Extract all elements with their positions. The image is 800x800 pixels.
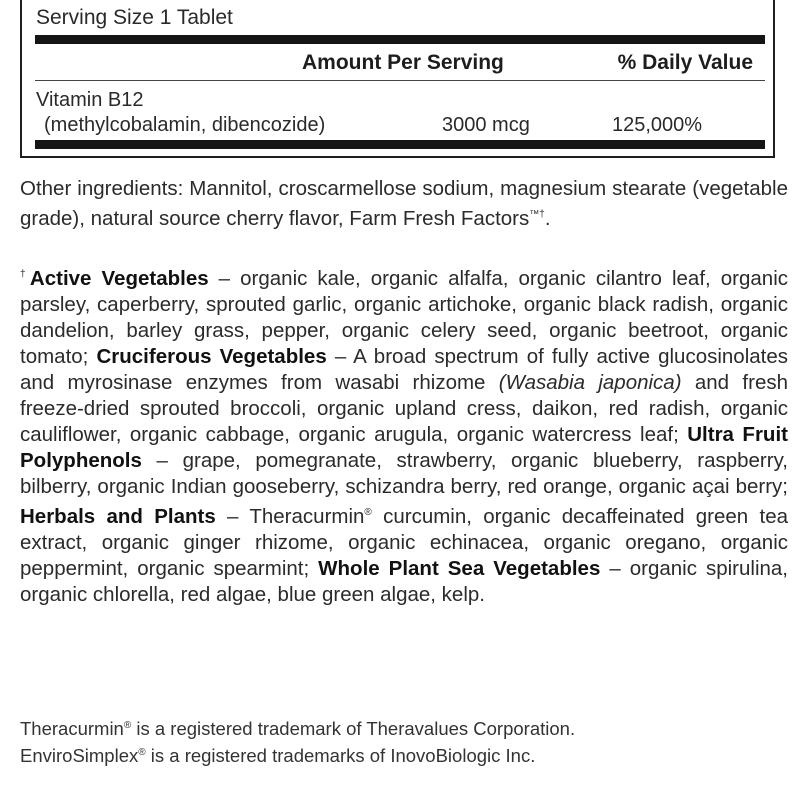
other-ingredients — [20, 176, 788, 232]
theracurmin-name: Theracurmin — [20, 718, 124, 740]
daily-value-header: % Daily Value — [617, 51, 753, 74]
blend-ingredients — [20, 262, 788, 608]
serving-size: Serving Size 1 Tablet — [36, 6, 233, 29]
trademark-note-2 — [20, 741, 575, 768]
nutrient-detail: (methylcobalamin, dibencozide) — [44, 114, 326, 136]
cruciferous-text-2: and fresh freeze-dried sprouted broccoli, organic upland cress, daikon, red radish, organic cauliflower, organic cabbage, organic arugula, organic watercress leaf; — [20, 370, 788, 446]
divider-thick — [35, 35, 765, 44]
cruciferous-text: – A broad spectrum of fully active glucosinolates and myrosinase enzymes from wasabi rhizome — [20, 344, 789, 394]
herbals-text: – Theracurmin — [215, 504, 365, 528]
sea-vegetables-label: Whole Plant Sea Vegetables — [318, 556, 601, 580]
cruciferous-label: Cruciferous Vegetables — [96, 344, 327, 368]
active-vegetables-label: Active Vegetables — [29, 266, 209, 290]
other-ingredients-text: Other ingredients: Mannitol, croscarmellose sodium, magnesium stearate (vegetable grade), natural source cherry flavor, Farm Fresh Factors — [20, 177, 788, 230]
wasabia-species: (Wasabia japonica) — [498, 370, 682, 394]
registered-mark: ® — [364, 506, 372, 518]
herbals-label: Herbals and Plants — [20, 504, 216, 528]
supplement-facts-panel — [20, 0, 775, 158]
registered-mark: ® — [138, 747, 146, 759]
facts-header-row — [35, 49, 765, 77]
registered-mark: ® — [123, 720, 132, 731]
fruit-polyphenols-label: Ultra Fruit Polyphenols — [20, 422, 788, 472]
nutrient-amount: 3000 mcg — [442, 114, 530, 136]
nutrient-name: Vitamin B12 — [36, 89, 144, 111]
divider-thin — [35, 80, 765, 81]
trademark-note-1-text: is a registered trademark of Theravalues Corporation. — [131, 718, 576, 740]
divider-thick-bottom — [35, 140, 765, 149]
nutrient-daily-value: 125,000% — [612, 114, 703, 136]
sea-vegetables-text: – organic spirulina, organic chlorella, red algae, blue green algae, kelp. — [20, 556, 788, 606]
fruit-polyphenols-text: – grape, pomegranate, strawberry, organic blueberry, raspberry, bilberry, organic Indian gooseberry, schizandra berry, red orange, organic açai berry; — [20, 448, 788, 498]
herbals-text-2: curcumin, organic decaffeinated green tea extract, organic ginger rhizome, organic echinacea, organic oregano, organic peppermint, organic spearmint; — [20, 504, 788, 580]
active-vegetables-text: – organic kale, organic alfalfa, organic cilantro leaf, organic parsley, caperberry, sprouted garlic, organic artichoke, organic black radish, organic dandelion, barley grass, pepper, organic celery seed, organic beetroot, organic tomato; — [20, 266, 788, 368]
trademark-note-2-text: is a registered trademarks of InovoBiologic Inc. — [145, 745, 536, 767]
trademark-note-1 — [20, 714, 575, 741]
amount-per-serving-header: Amount Per Serving — [302, 51, 504, 74]
trademark-mark: ™† — [529, 209, 545, 220]
dagger-mark: † — [20, 269, 30, 280]
envirosimplex-name: EnviroSimplex — [20, 745, 139, 767]
trademark-notes — [20, 714, 575, 768]
other-ingredients-end: . — [544, 206, 551, 230]
